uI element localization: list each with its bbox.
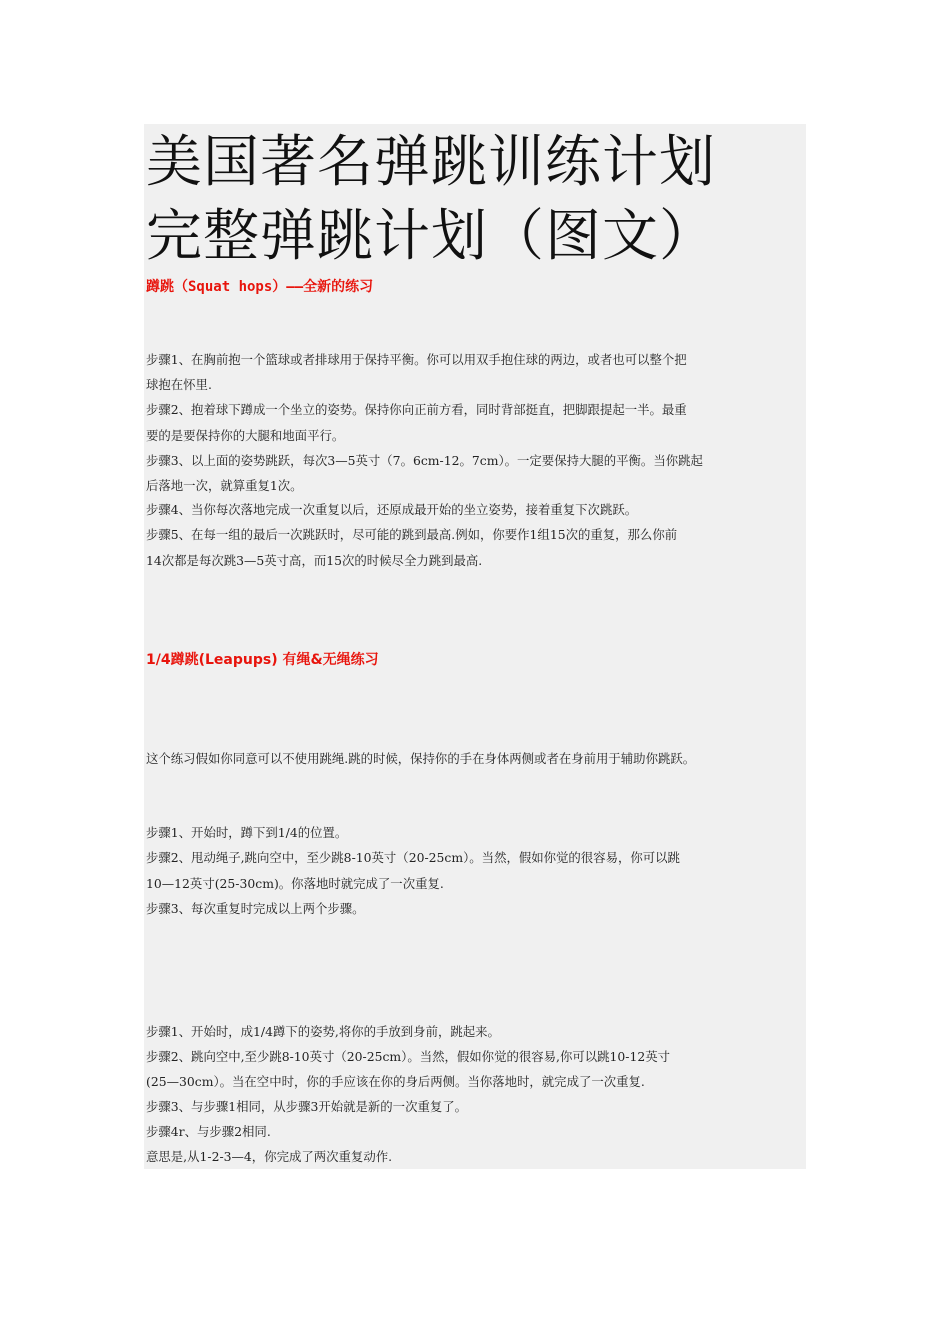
section2-block2-line: 步骤3、与步骤1相同，从步骤3开始就是新的一次重复了。 <box>146 1099 468 1114</box>
section2-block1-line: 步骤3、每次重复时完成以上两个步骤。 <box>146 901 365 916</box>
section2-block2-line: 步骤4r、与步骤2相同. <box>146 1124 271 1139</box>
section1-heading: 蹲跳（Squat hops）——全新的练习 <box>146 279 374 295</box>
section1-line: 球抱在怀里. <box>146 377 212 392</box>
section2-block1-line: 步骤1、开始时，蹲下到1/4的位置。 <box>146 825 348 840</box>
section1-line: 后落地一次，就算重复1次。 <box>146 478 303 493</box>
section2-block1-line: 步骤2、甩动绳子,跳向空中，至少跳8-10英寸（20-25cm）。当然，假如你觉的很容易，你可以跳 <box>146 850 680 865</box>
section1-line: 步骤5、在每一组的最后一次跳跃时，尽可能的跳到最高.例如，你要作1组15次的重复，那么你前 <box>146 527 678 542</box>
document-title-line1: 美国著名弹跳训练计划 <box>146 130 716 195</box>
section2-block1-line: 10—12英寸(25-30cm)。你落地时就完成了一次重复. <box>146 876 444 891</box>
section1-line: 14次都是每次跳3—5英寸高，而15次的时候尽全力跳到最高. <box>146 553 483 568</box>
section1-line: 步骤3、以上面的姿势跳跃，每次3—5英寸（7。6cm-12。7cm）。一定要保持大腿的平衡。当你跳起 <box>146 453 703 468</box>
section2-intro: 这个练习假如你同意可以不使用跳绳.跳的时候，保持你的手在身体两侧或者在身前用于辅助你跳跃。 <box>146 751 696 766</box>
section2-block2-line: 步骤1、开始时，成1/4蹲下的姿势,将你的手放到身前，跳起来。 <box>146 1024 500 1039</box>
section2-block2-line: 意思是,从1-2-3—4，你完成了两次重复动作. <box>146 1149 393 1164</box>
section2-heading: 1/4蹲跳(Leapups) 有绳&无绳练习 <box>146 652 379 668</box>
section2-block2-line: (25—30cm）。当在空中时，你的手应该在你的身后两侧。当你落地时，就完成了一次重复. <box>146 1074 645 1089</box>
section1-line: 步骤1、在胸前抱一个篮球或者排球用于保持平衡。你可以用双手抱住球的两边，或者也可以整个把 <box>146 352 687 367</box>
section1-line: 要的是要保持你的大腿和地面平行。 <box>146 428 345 443</box>
document-title-line2: 完整弹跳计划（图文） <box>146 204 716 269</box>
section1-line: 步骤2、抱着球下蹲成一个坐立的姿势。保持你向正前方看，同时背部挺直，把脚跟提起一半。最重 <box>146 402 687 417</box>
section2-block2-line: 步骤2、跳向空中,至少跳8-10英寸（20-25cm）。当然，假如你觉的很容易,你可以跳10-12英寸 <box>146 1049 671 1064</box>
section1-line: 步骤4、当你每次落地完成一次重复以后，还原成最开始的坐立姿势，接着重复下次跳跃。 <box>146 502 638 517</box>
